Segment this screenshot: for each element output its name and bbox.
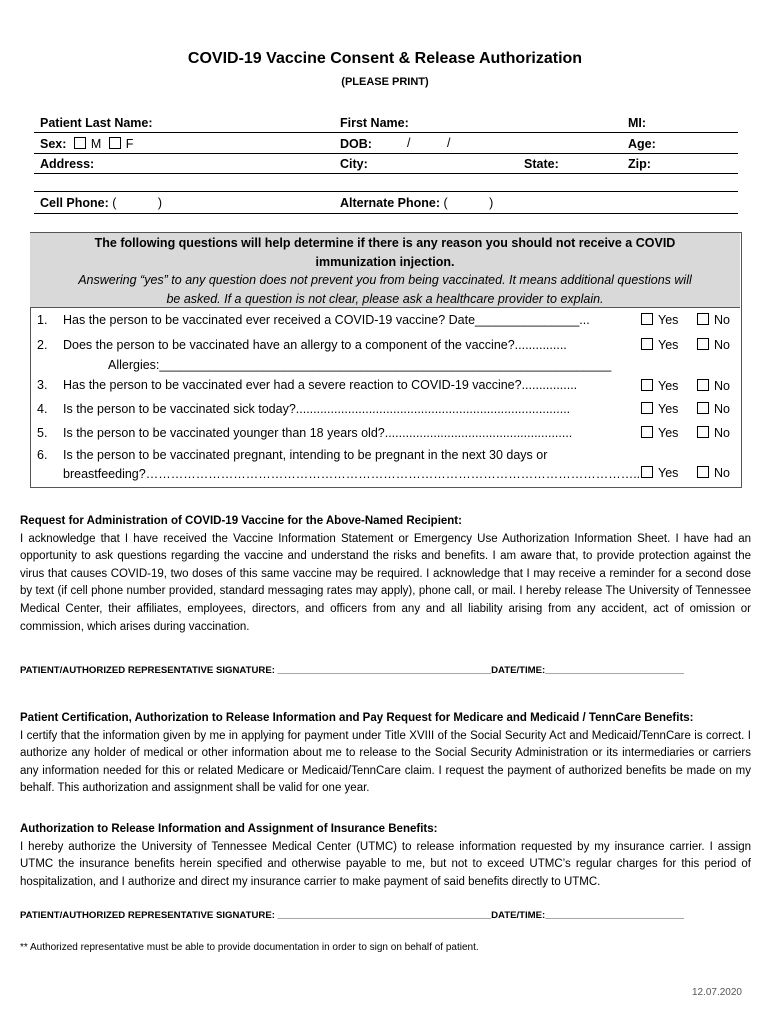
form-title: COVID-19 Vaccine Consent & Release Authorization [187,50,583,67]
q6-no-option[interactable] [697,466,730,480]
q4-yes-checkbox[interactable] [641,402,653,414]
certification-section [20,710,751,798]
q5-no-checkbox[interactable] [697,426,709,438]
date-time-line[interactable]: __________________________ [545,910,684,921]
signature-line[interactable]: ________________________________________ [277,665,492,676]
q6-yes-option[interactable] [641,466,678,480]
insurance-heading: Authorization to Release Information and Assignment of Insurance Benefits: [20,823,438,835]
no-label: No [714,313,730,327]
question-number: 3. [37,378,48,392]
certification-body: I certify that the information given by me in applying for payment under Title XVIII of the Social Security Act and Medicaid/TennCare is correct. I authorize any holder of medical or other information about me to release to the Social Security Administration or its intermediaries or carriers any information needed for this or related Medicare or Medicaid/TennCare claim. I request the payment of authorized benefits be made on my behalf. This authorization and assignment shall be valid for one year. [20,729,751,795]
question-number: 2. [37,338,48,352]
address-line[interactable] [34,173,738,174]
sex-f-label: F [125,137,134,151]
yes-label: Yes [658,313,679,327]
mi-label: MI: [628,116,647,130]
form-subtitle: (PLEASE PRINT) [341,76,429,88]
signature-row-1 [20,665,751,676]
sex-m-label: M [90,137,102,151]
request-body: I acknowledge that I have received the Vaccine Information Statement or Emergency Use Authorization Information Sheet. I have had an opportunity to ask questions regarding the vaccine and understand the risks and benefits. I am aware that, to provide protection against the virus that causes COVID-19, two doses of this same vaccine may be required. I acknowledge that I may receive a reminder for a second dose by text (if cell phone number provided, standard messaging rates may apply), phone call, or mail. I hereby release The University of Tennessee Medical Center, their affiliates, employees, directors, and officers from any and all liability arising from any accident, act of omission or commission, which arises during vaccination. [20,532,751,633]
q6-no-checkbox[interactable] [697,466,709,478]
name-line[interactable] [34,132,738,133]
q4-no-checkbox[interactable] [697,402,709,414]
sex-m-checkbox[interactable] [74,137,86,149]
question-number: 6. [37,448,48,462]
questions-note-line1: Answering “yes” to any question does not prevent you from being vaccinated. It means additional questions will [78,273,692,287]
alt-phone-field [340,196,493,210]
no-label: No [714,466,730,480]
address-line-2[interactable] [34,191,738,192]
first-name-label: First Name: [340,116,409,130]
dob-separator: / [447,136,451,150]
insurance-body: I hereby authorize the University of Tennessee Medical Center (UTMC) to release information requested by my insurance carrier. I assign UTMC the insurance benefits herein specified and otherwise payable to me, but not to exceed UTMC’s regular charges for this period of hospitalization, and I authorize and direct my insurance carrier to make payment of said benefits directly to UTMC. [20,840,751,888]
cell-phone-label: Cell Phone: [40,196,109,210]
version-date: 12.07.2020 [691,987,742,998]
cell-phone-field [40,196,162,210]
question-text: Is the person to be vaccinated pregnant, intending to be pregnant in the next 30 days or [63,448,548,462]
question-number: 5. [37,426,48,440]
q1-no-checkbox[interactable] [697,313,709,325]
q6-yes-checkbox[interactable] [641,466,653,478]
q2-no-option[interactable] [697,338,730,352]
no-label: No [714,426,730,440]
no-label: No [714,338,730,352]
q2-yes-option[interactable] [641,338,678,352]
yes-label: Yes [658,466,679,480]
last-name-label: Patient Last Name: [40,116,153,130]
q3-yes-checkbox[interactable] [641,379,653,391]
state-label: State: [524,157,559,171]
q2-no-checkbox[interactable] [697,338,709,350]
phone-line[interactable] [34,213,738,214]
signature-label: PATIENT/AUTHORIZED REPRESENTATIVE SIGNATURE: [20,665,278,676]
footnote: ** Authorized representative must be able to provide documentation in order to sign on behalf of patient. [20,942,479,953]
alt-paren-close: ) [489,196,494,210]
question-text: Has the person to be vaccinated ever had a severe reaction to COVID-19 vaccine?................ [63,378,578,392]
sex-field [40,137,133,151]
alt-paren-open: ( [443,196,448,210]
signature-line[interactable]: ________________________________________ [277,910,492,921]
q4-no-option[interactable] [697,402,730,416]
yes-label: Yes [658,426,679,440]
address-label: Address: [40,157,95,171]
q3-yes-option[interactable] [641,379,678,393]
yes-label: Yes [658,402,679,416]
dob-label: DOB: [340,137,372,151]
signature-label: PATIENT/AUTHORIZED REPRESENTATIVE SIGNATURE: [20,910,278,921]
question-text: Does the person to be vaccinated have an allergy to a component of the vaccine?............... [63,338,567,352]
signature-row-2 [20,910,751,921]
sex-label: Sex: [40,137,67,151]
yes-label: Yes [658,338,679,352]
questions-note-line2: be asked. If a question is not clear, please ask a healthcare provider to explain. [166,292,604,306]
insurance-section [20,821,751,891]
q5-no-option[interactable] [697,426,730,440]
sex-f-checkbox[interactable] [109,137,121,149]
questions-header-line2: immunization injection. [315,255,455,269]
dob-separator: / [407,136,411,150]
date-time-line[interactable]: __________________________ [545,665,684,676]
q5-yes-checkbox[interactable] [641,426,653,438]
yes-label: Yes [658,379,679,393]
question-text: Has the person to be vaccinated ever received a COVID-19 vaccine? Date_______________... [63,313,590,327]
q3-no-checkbox[interactable] [697,379,709,391]
q1-yes-option[interactable] [641,313,678,327]
q5-yes-option[interactable] [641,426,678,440]
no-label: No [714,379,730,393]
question-number: 1. [37,313,48,327]
q3-no-option[interactable] [697,379,730,393]
question-text: Is the person to be vaccinated younger than 18 years old?...................................................... [63,426,573,440]
question-text-continued: breastfeeding?……………………………………………………………………………………………………….. [63,467,641,481]
allergies-field[interactable]: Allergies:_________________________________________________________________ [108,358,612,372]
q4-yes-option[interactable] [641,402,678,416]
no-label: No [714,402,730,416]
question-number: 4. [37,402,48,416]
request-section [20,513,751,636]
age-label: Age: [628,137,656,151]
questions-header-line1: The following questions will help determine if there is any reason you should not receive a COVID [94,236,676,250]
alt-phone-label: Alternate Phone: [340,196,441,210]
city-label: City: [340,157,368,171]
sex-line[interactable] [34,153,738,154]
certification-heading: Patient Certification, Authorization to Release Information and Pay Request for Medicare and Medicaid / TennCare Benefits: [20,712,694,724]
request-heading: Request for Administration of COVID-19 Vaccine for the Above-Named Recipient: [20,515,462,527]
cell-paren-open: ( [112,196,117,210]
cell-paren-close: ) [157,196,163,210]
q1-yes-checkbox[interactable] [641,313,653,325]
q1-no-option[interactable] [697,313,730,327]
date-time-label: DATE/TIME: [491,665,546,676]
zip-label: Zip: [628,157,651,171]
q2-yes-checkbox[interactable] [641,338,653,350]
date-time-label: DATE/TIME: [491,910,546,921]
question-text: Is the person to be vaccinated sick today?............................................................................... [63,402,571,416]
